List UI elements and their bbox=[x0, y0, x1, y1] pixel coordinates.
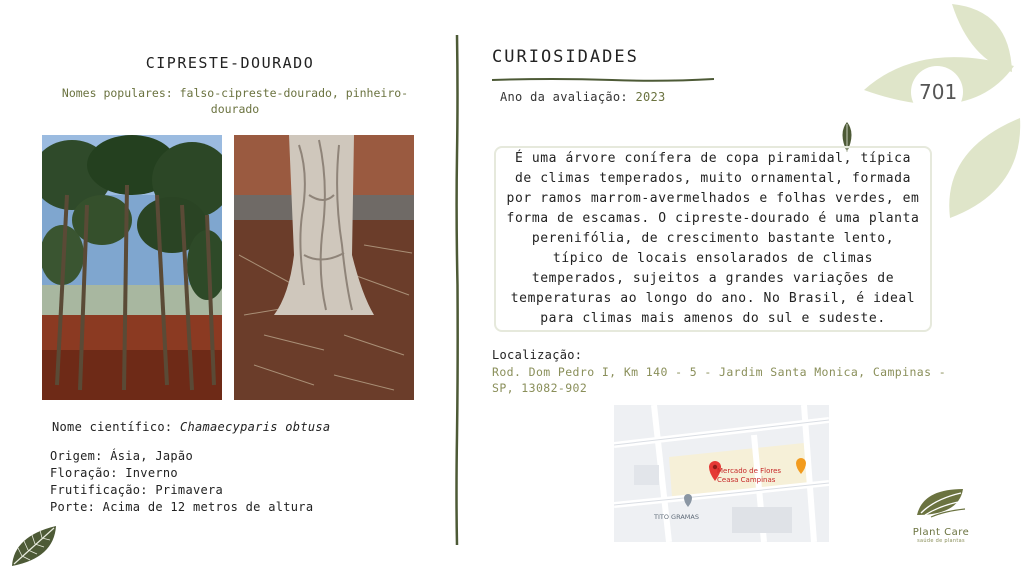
brand-logo bbox=[900, 485, 982, 544]
description-text: É uma árvore conífera de copa piramidal, típica de climas temperados, muito ornamental, formada por ramos marrom-avermelhados e folhas verdes, em forma de escamas. O cipreste-dourado é uma planta perenifólia, de crescimento bastante lento, típico de locais ensolarados de climas temperados, sujeitos a grandes variações de temperaturas ao longo do ano. No Brasil, é ideal para climas mais amenos do sul e sudeste. bbox=[506, 151, 920, 326]
curiosities-title: CURIOSIDADES bbox=[492, 47, 639, 67]
origin-text: Origem: Ásia, Japão bbox=[50, 449, 193, 463]
map-place-line1: Mercado de Flores bbox=[717, 467, 782, 475]
scientific-name bbox=[52, 420, 330, 434]
size-text: Porte: Acima de 12 metros de altura bbox=[50, 500, 314, 514]
leaves-decoration-icon bbox=[860, 0, 1024, 229]
location-map[interactable] bbox=[614, 405, 829, 542]
trunk-photo bbox=[234, 135, 414, 400]
leaf-decoration-icon bbox=[8, 522, 62, 574]
title-underline bbox=[492, 68, 714, 74]
map-place-line2: Ceasa Campinas bbox=[717, 476, 776, 484]
badge-number: 701 bbox=[919, 80, 958, 104]
year-value: 2023 bbox=[635, 90, 666, 104]
location-address[interactable]: Rod. Dom Pedro I, Km 140 - 5 - Jardim Santa Monica, Campinas - SP, 13082-902 bbox=[492, 365, 947, 395]
plant-title: CIPRESTE-DOURADO bbox=[145, 54, 315, 72]
evaluation-year bbox=[500, 90, 666, 104]
scientific-value: Chamaecyparis obtusa bbox=[179, 420, 331, 434]
tree-photo bbox=[42, 135, 222, 400]
brand-tagline: saúde de plantas bbox=[917, 538, 965, 544]
flowering-text: Floração: Inverno bbox=[50, 466, 178, 480]
popular-names: Nomes populares: falso-cipreste-dourado, pinheiro-dourado bbox=[61, 86, 409, 116]
column-divider bbox=[455, 35, 459, 545]
location-label: Localização: bbox=[492, 348, 583, 362]
year-label: Ano da avaliação: bbox=[500, 90, 628, 104]
scientific-label: Nome científico: bbox=[52, 420, 173, 434]
brand-leaf-icon bbox=[913, 485, 969, 521]
brand-name: Plant Care bbox=[912, 527, 970, 538]
map-nearby-label: TITO GRAMAS bbox=[654, 513, 699, 521]
fruiting-text: Frutificação: Primavera bbox=[50, 483, 224, 497]
plant-facts bbox=[50, 448, 313, 516]
